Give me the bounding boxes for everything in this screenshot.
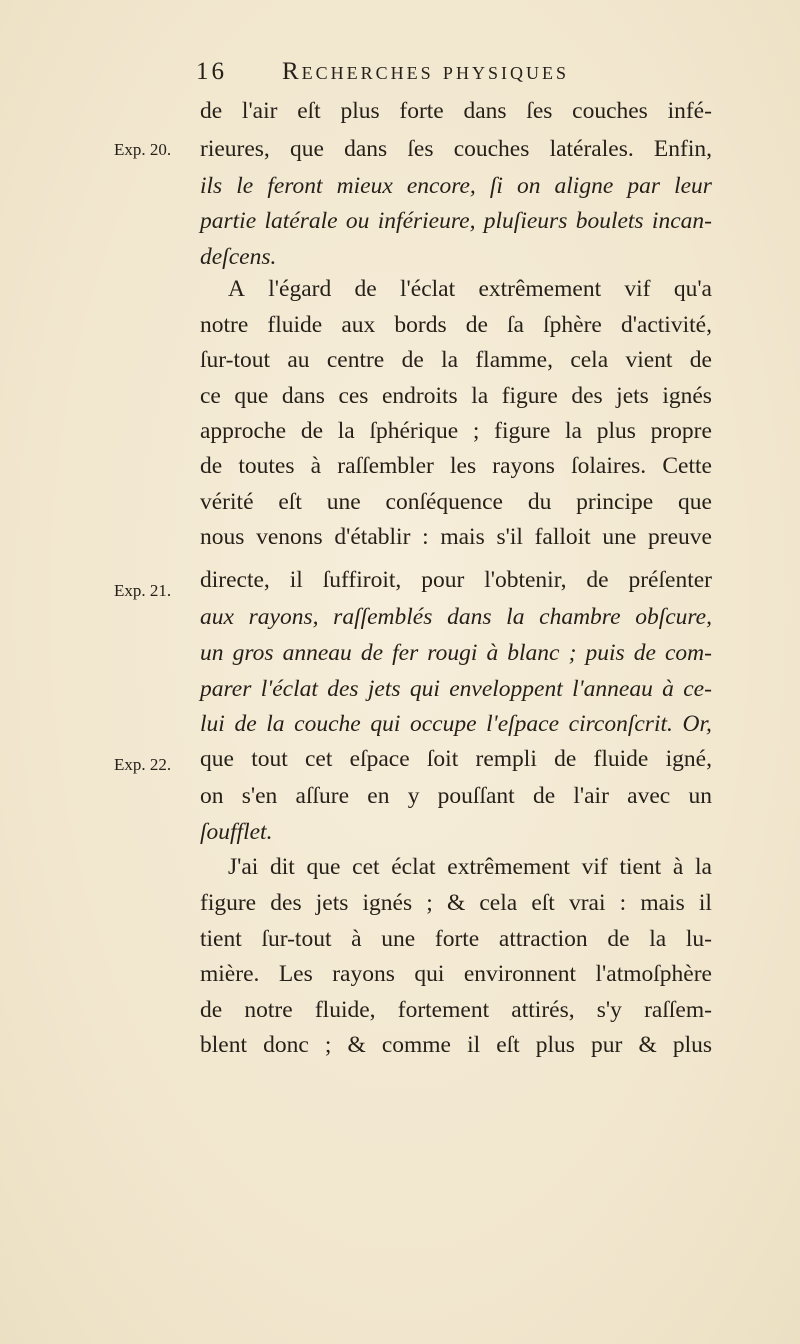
text-line: tient ſur-tout à une forte attraction de la lu- [200, 926, 712, 952]
page-header [190, 58, 710, 94]
text-line: notre fluide aux bords de ſa ſphère d'activité, [200, 312, 712, 338]
text-line: rieures, que dans ſes couches latérales. Enfin, [200, 136, 712, 162]
text-line: vérité eſt une conſéquence du principe que [200, 489, 712, 515]
text-line: blent donc ; & comme il eſt plus pur & plus [200, 1032, 712, 1058]
text-line: ſur-tout au centre de la flamme, cela vient de [200, 347, 712, 373]
text-line: aux rayons, raſſemblés dans la chambre obſcure, [200, 604, 712, 630]
text-line: on s'en aſſure en y pouſſant de l'air avec un [200, 783, 712, 809]
text-line: figure des jets ignés ; & cela eſt vrai : mais il [200, 890, 712, 916]
text-line: ſoufflet. [200, 819, 273, 845]
text-line: approche de la ſphérique ; figure la plus propre [200, 418, 712, 444]
text-line: mière. Les rayons qui environnent l'atmoſphère [200, 961, 712, 987]
text-line: J'ai dit que cet éclat extrêmement vif tient à la [228, 854, 712, 880]
text-line: de l'air eſt plus forte dans ſes couches infé- [200, 98, 712, 124]
text-line: directe, il ſuffiroit, pour l'obtenir, de préſenter [200, 567, 712, 593]
text-line: nous venons d'établir : mais s'il falloit une preuve [200, 524, 712, 550]
text-line: A l'égard de l'éclat extrêmement vif qu'a [228, 276, 712, 302]
margin-note: Exp. 22. [114, 755, 172, 774]
text-line: deſcens. [200, 244, 277, 270]
text-line: partie latérale ou inférieure, pluſieurs boulets incan- [200, 208, 712, 234]
page-number: 16 [196, 58, 227, 85]
text-line: ils le feront mieux encore, ſi on aligne par leur [200, 173, 712, 199]
text-line: ce que dans ces endroits la figure des jets ignés [200, 383, 712, 409]
text-line: de toutes à raſſembler les rayons ſolaires. Cette [200, 453, 712, 479]
text-line: parer l'éclat des jets qui enveloppent l'anneau à ce- [200, 676, 712, 702]
running-title: Recherches physiques [282, 58, 569, 85]
margin-note: Exp. 21. [114, 581, 172, 600]
margin-note: Exp. 20. [114, 140, 172, 159]
text-line: que tout cet eſpace ſoit rempli de fluide igné, [200, 746, 712, 772]
text-line: de notre fluide, fortement attirés, s'y raſſem- [200, 997, 712, 1023]
text-line: lui de la couche qui occupe l'eſpace circonſcrit. Or, [200, 711, 712, 737]
text-line: un gros anneau de fer rougi à blanc ; puis de com- [200, 640, 712, 666]
